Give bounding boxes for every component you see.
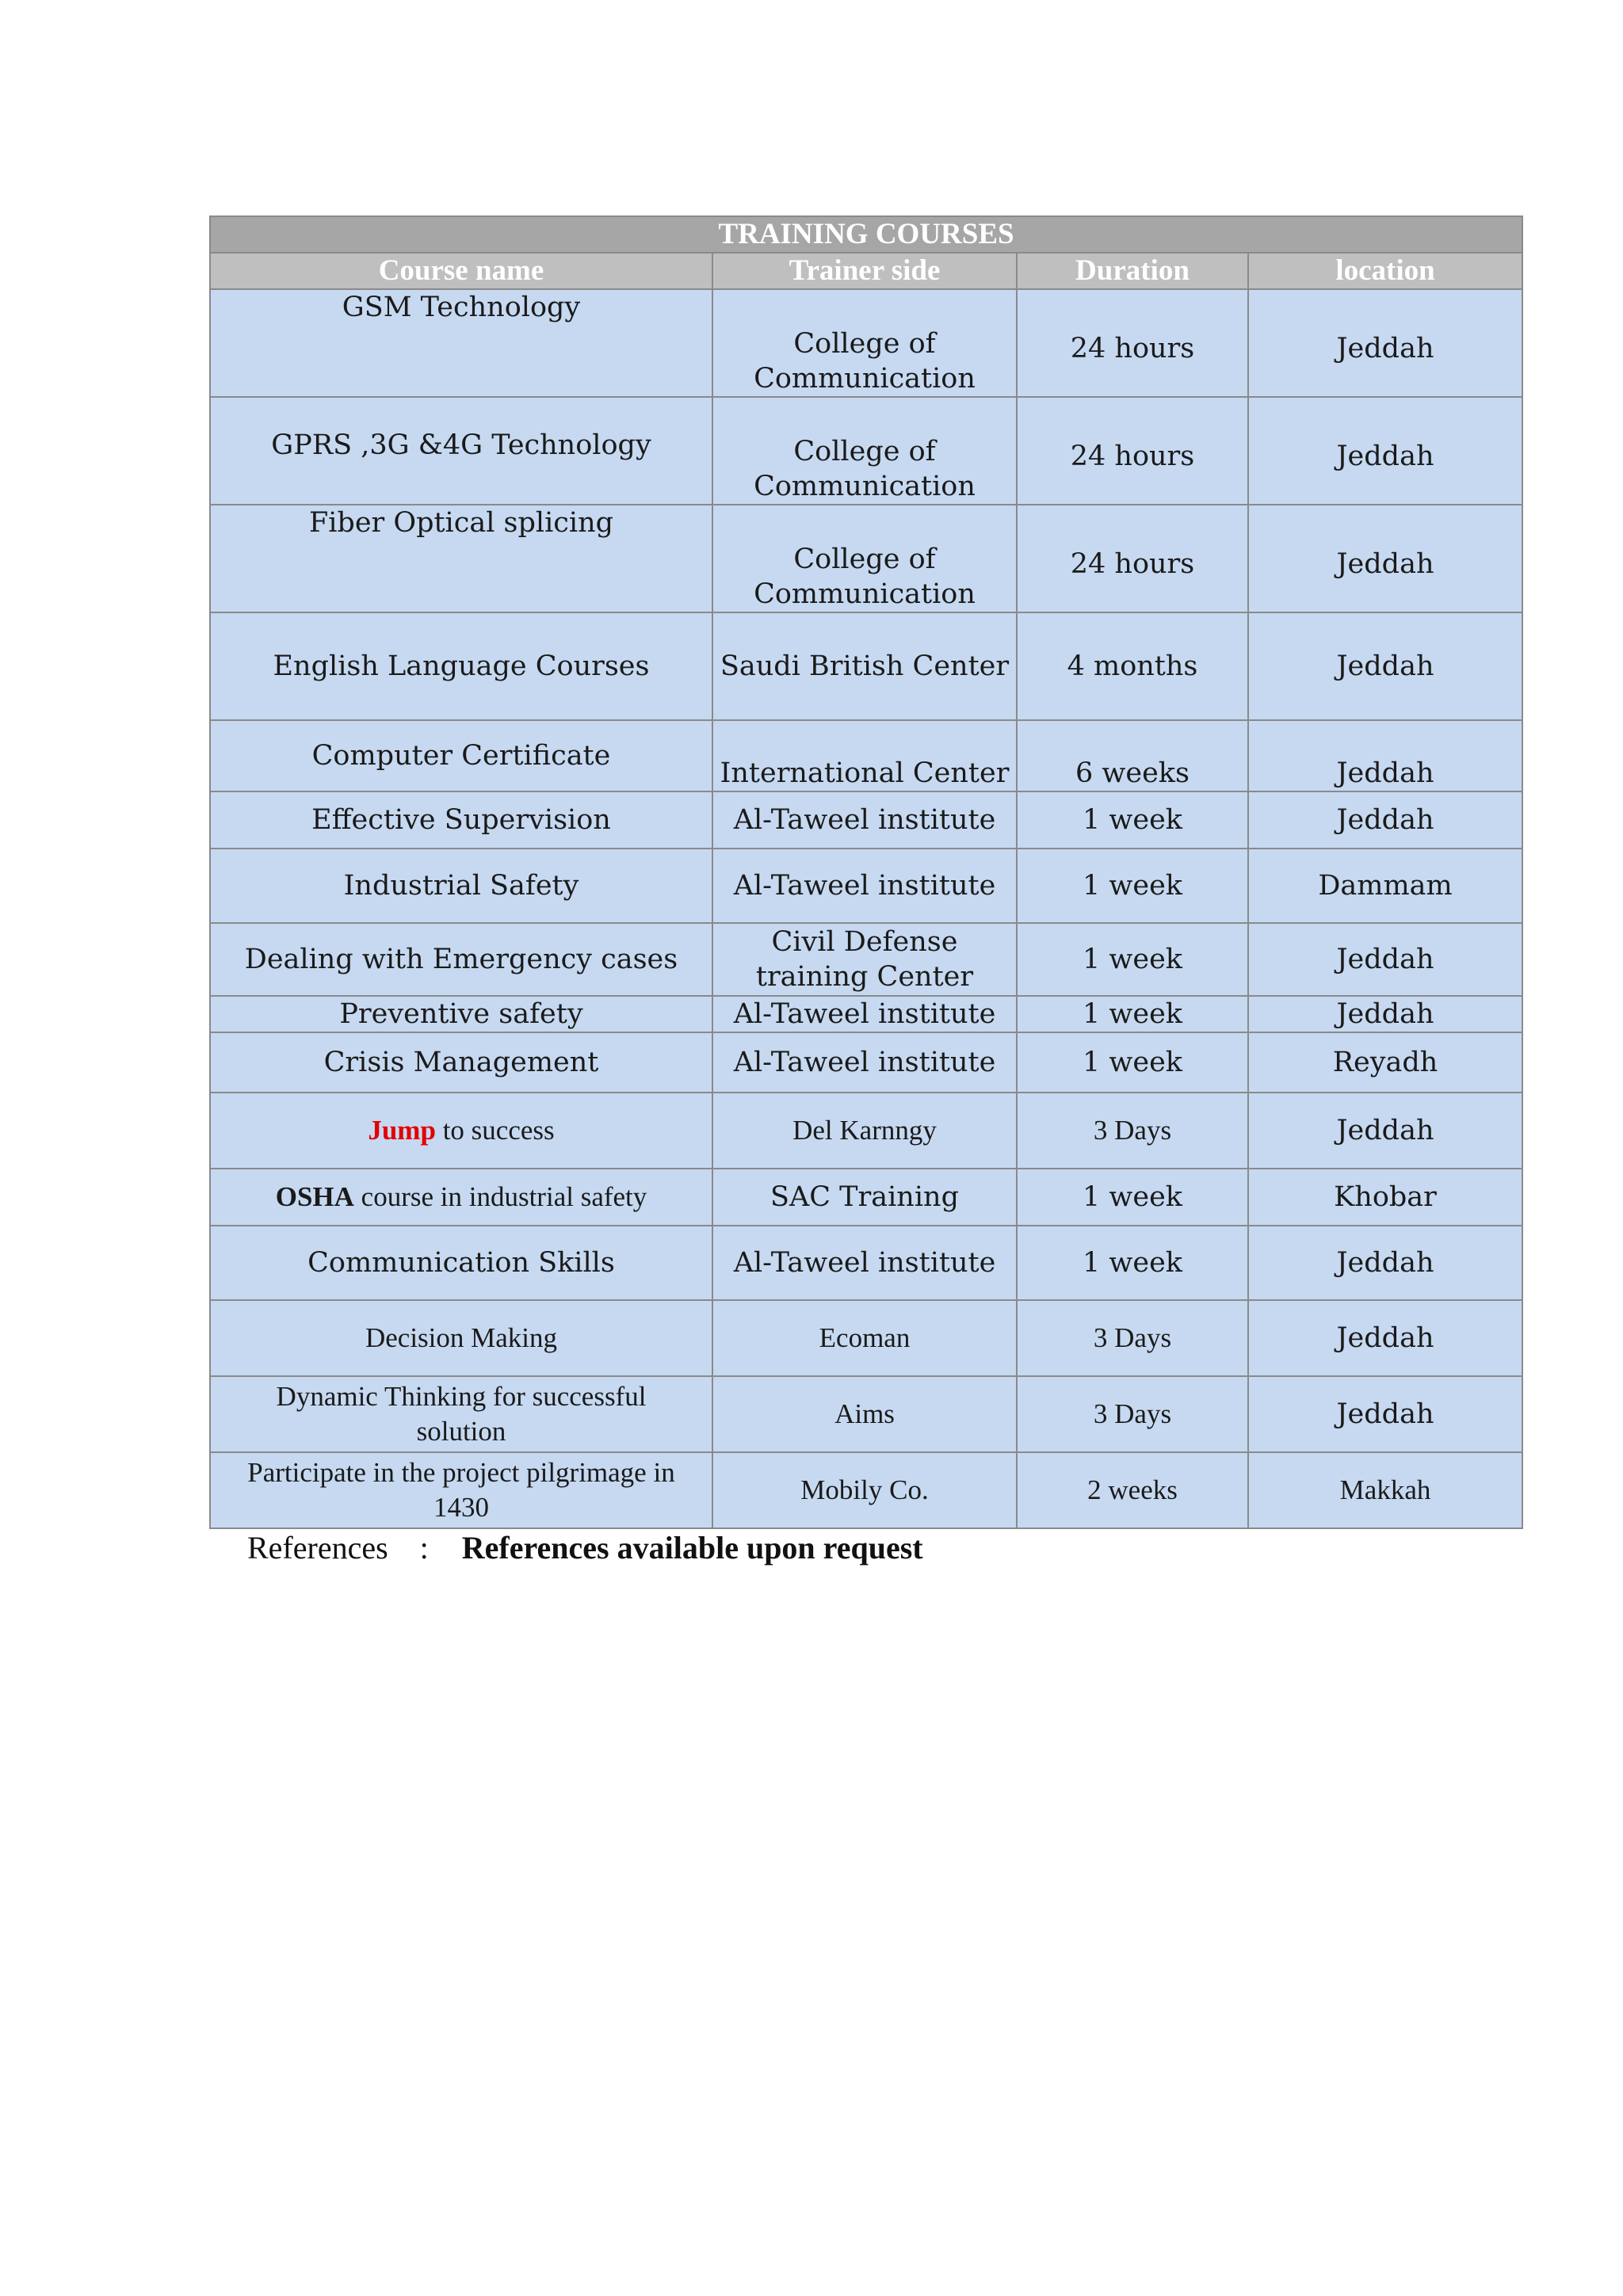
cell-trainer: Al-Taweel institute	[712, 849, 1017, 923]
header-trainer-side: Trainer side	[712, 253, 1017, 289]
cell-trainer: Mobily Co.	[712, 1452, 1017, 1528]
cell-trainer: Al-Taweel institute	[712, 1032, 1017, 1093]
table-row	[210, 1376, 1522, 1452]
cell-trainer: Al-Taweel institute	[712, 791, 1017, 849]
table-row	[210, 1300, 1522, 1376]
table-header-row	[210, 253, 1522, 289]
cell-location: Jeddah	[1248, 1093, 1522, 1169]
cell-duration: 24 hours	[1017, 397, 1248, 505]
references-line	[247, 1529, 923, 1566]
table-row	[210, 397, 1522, 505]
cell-trainer: Aims	[712, 1376, 1017, 1452]
table-row	[210, 1226, 1522, 1300]
cell-course: Effective Supervision	[210, 791, 712, 849]
cell-duration: 3 Days	[1017, 1093, 1248, 1169]
cell-location: Jeddah	[1248, 996, 1522, 1032]
table-row	[210, 791, 1522, 849]
cell-duration: 3 Days	[1017, 1300, 1248, 1376]
table-row	[210, 612, 1522, 720]
cell-trainer: Civil Defense training Center	[712, 923, 1017, 996]
course-rest: to success	[435, 1115, 555, 1146]
cell-duration: 1 week	[1017, 791, 1248, 849]
cell-course: GPRS ,3G &4G Technology	[210, 397, 712, 505]
course-bold-osha: OSHA	[275, 1181, 354, 1212]
table-row	[210, 505, 1522, 612]
table-row	[210, 923, 1522, 996]
table-row	[210, 1452, 1522, 1528]
cell-duration: 24 hours	[1017, 289, 1248, 397]
header-duration: Duration	[1017, 253, 1248, 289]
table-row	[210, 849, 1522, 923]
cell-course: Dynamic Thinking for successful solution	[210, 1376, 712, 1452]
cell-trainer: SAC Training	[712, 1169, 1017, 1226]
references-label: References	[247, 1530, 388, 1566]
cell-location: Jeddah	[1248, 612, 1522, 720]
header-course-name: Course name	[210, 253, 712, 289]
cell-trainer: College of Communication	[712, 505, 1017, 612]
course-rest: course in industrial safety	[353, 1181, 647, 1212]
cell-trainer: College of Communication	[712, 397, 1017, 505]
cell-location: Dammam	[1248, 849, 1522, 923]
table-row	[210, 720, 1522, 791]
cell-location: Jeddah	[1248, 1376, 1522, 1452]
cell-duration: 3 Days	[1017, 1376, 1248, 1452]
cell-course: Industrial Safety	[210, 849, 712, 923]
table-row	[210, 1032, 1522, 1093]
cell-course: Dealing with Emergency cases	[210, 923, 712, 996]
course-highlight-jump: Jump	[368, 1115, 436, 1146]
cell-trainer: Al-Taweel institute	[712, 996, 1017, 1032]
cell-location: Reyadh	[1248, 1032, 1522, 1093]
training-courses-table	[209, 215, 1523, 1529]
cell-duration: 1 week	[1017, 1169, 1248, 1226]
cell-trainer: Al-Taweel institute	[712, 1226, 1017, 1300]
cell-duration: 4 months	[1017, 612, 1248, 720]
cell-location: Jeddah	[1248, 289, 1522, 397]
table-row	[210, 289, 1522, 397]
cell-course: GSM Technology	[210, 289, 712, 397]
cell-trainer: Saudi British Center	[712, 612, 1017, 720]
cell-location: Jeddah	[1248, 1226, 1522, 1300]
cell-duration: 1 week	[1017, 996, 1248, 1032]
cell-course: Participate in the project pilgrimage in 1430	[210, 1452, 712, 1528]
header-location: location	[1248, 253, 1522, 289]
references-separator: :	[419, 1530, 429, 1566]
cell-duration: 6 weeks	[1017, 720, 1248, 791]
cell-course: Preventive safety	[210, 996, 712, 1032]
cell-location: Jeddah	[1248, 1300, 1522, 1376]
cell-location: Jeddah	[1248, 505, 1522, 612]
table-title-row	[210, 216, 1522, 253]
cell-duration: 1 week	[1017, 923, 1248, 996]
cell-duration: 2 weeks	[1017, 1452, 1248, 1528]
cell-course: Crisis Management	[210, 1032, 712, 1093]
cell-location: Makkah	[1248, 1452, 1522, 1528]
table-row	[210, 996, 1522, 1032]
cell-trainer: International Center	[712, 720, 1017, 791]
table-title: TRAINING COURSES	[210, 216, 1522, 253]
cell-location: Jeddah	[1248, 923, 1522, 996]
table-row	[210, 1169, 1522, 1226]
cell-course	[210, 1093, 712, 1169]
cell-duration: 1 week	[1017, 1226, 1248, 1300]
cell-course: Fiber Optical splicing	[210, 505, 712, 612]
cell-duration: 24 hours	[1017, 505, 1248, 612]
cell-course: Computer Certificate	[210, 720, 712, 791]
cell-location: Jeddah	[1248, 720, 1522, 791]
cell-course: English Language Courses	[210, 612, 712, 720]
cell-duration: 1 week	[1017, 849, 1248, 923]
cell-trainer: Del Karnngy	[712, 1093, 1017, 1169]
cell-trainer: Ecoman	[712, 1300, 1017, 1376]
cell-course: Decision Making	[210, 1300, 712, 1376]
table-row	[210, 1093, 1522, 1169]
cell-location: Jeddah	[1248, 791, 1522, 849]
cell-trainer: College of Communication	[712, 289, 1017, 397]
cell-course	[210, 1169, 712, 1226]
cell-duration: 1 week	[1017, 1032, 1248, 1093]
cell-location: Jeddah	[1248, 397, 1522, 505]
references-value: References available upon request	[461, 1530, 923, 1566]
cell-course: Communication Skills	[210, 1226, 712, 1300]
cell-location: Khobar	[1248, 1169, 1522, 1226]
